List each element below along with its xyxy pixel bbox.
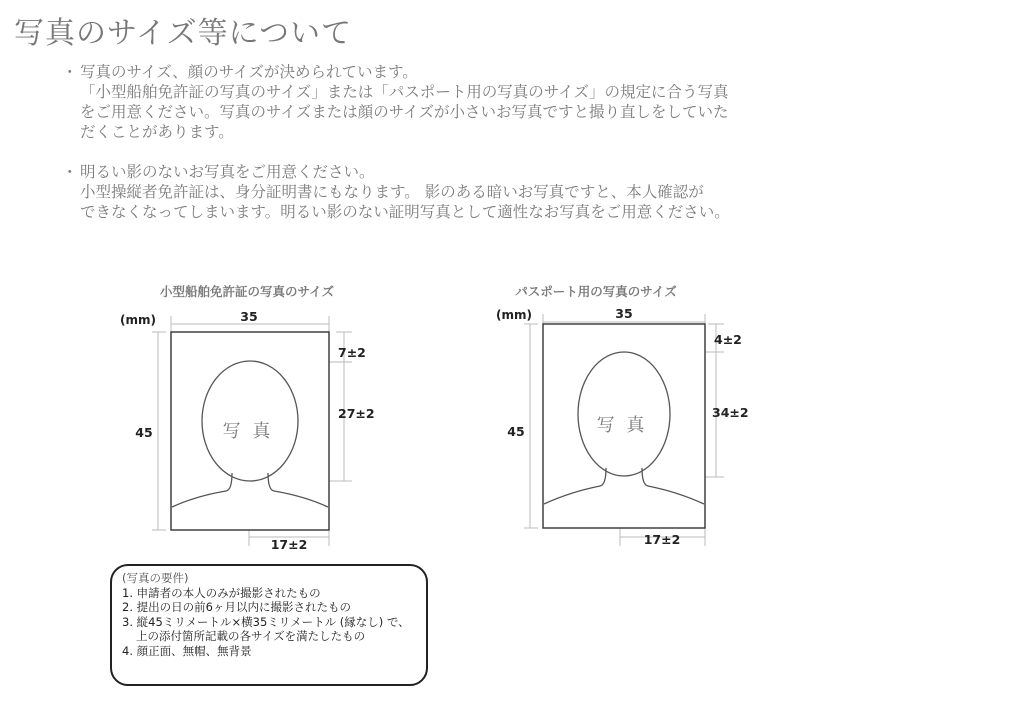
requirement-item: 上の添付箇所記載の各サイズを満たしたもの <box>136 629 366 643</box>
bullet-marker: ・ <box>62 163 78 181</box>
boat-license-diagram <box>120 284 375 552</box>
passport-diagram <box>496 284 749 547</box>
instruction-line: だくことがあります。 <box>80 123 234 141</box>
instruction-line: 写真のサイズ、顔のサイズが決められています。 <box>80 63 418 81</box>
requirement-item: 2. 提出の日の前6ヶ月以内に撮影されたもの <box>122 600 351 614</box>
passport-width-label: 35 <box>615 306 633 321</box>
boat-diagram-caption: 小型船舶免許証の写真のサイズ <box>159 284 335 299</box>
boat-photo-text: 写 真 <box>222 421 274 442</box>
boat-bottom-label: 17±2 <box>270 537 308 552</box>
boat-unit-label: (mm) <box>120 313 156 327</box>
instruction-line: 「小型船舶免許証の写真のサイズ」または「パスポート用の写真のサイズ」の規定に合う写真 <box>80 83 729 101</box>
bullet-marker: ・ <box>62 63 78 81</box>
photo-requirements-box <box>110 564 428 686</box>
passport-unit-label: (mm) <box>496 308 532 322</box>
boat-top-margin-label: 7±2 <box>338 345 366 360</box>
passport-diagram-caption: パスポート用の写真のサイズ <box>515 284 677 299</box>
requirement-item: 1. 申請者の本人のみが撮影されたもの <box>122 585 321 600</box>
requirement-item: 4. 顔正面、無帽、無背景 <box>122 643 252 658</box>
requirements-heading: (写真の要件) <box>122 571 189 585</box>
passport-height-label: 45 <box>507 424 525 439</box>
boat-width-label: 35 <box>240 309 258 324</box>
passport-photo-text: 写 真 <box>596 415 648 436</box>
passport-face-height-label: 34±2 <box>712 405 749 420</box>
instruction-line: 明るい影のないお写真をご用意ください。 <box>80 163 375 181</box>
page-title: 写真のサイズ等について <box>14 16 352 51</box>
requirement-item: 3. 縦45ミリメートル×横35ミリメートル (縁なし) で、 <box>122 614 410 629</box>
instruction-line: できなくなってしまいます。明るい影のない証明写真として適性なお写真をご用意ください。 <box>80 203 730 221</box>
boat-height-label: 45 <box>135 425 153 440</box>
passport-top-margin-label: 4±2 <box>714 332 742 347</box>
instruction-line: 小型操縦者免許証は、身分証明書にもなります。 影のある暗いお写真ですと、本人確認が <box>80 183 704 201</box>
boat-face-height-label: 27±2 <box>338 406 375 421</box>
instruction-line: をご用意ください。写真のサイズまたは顔のサイズが小さいお写真ですと撮り直しをしていた <box>80 103 729 121</box>
passport-bottom-label: 17±2 <box>643 532 681 547</box>
